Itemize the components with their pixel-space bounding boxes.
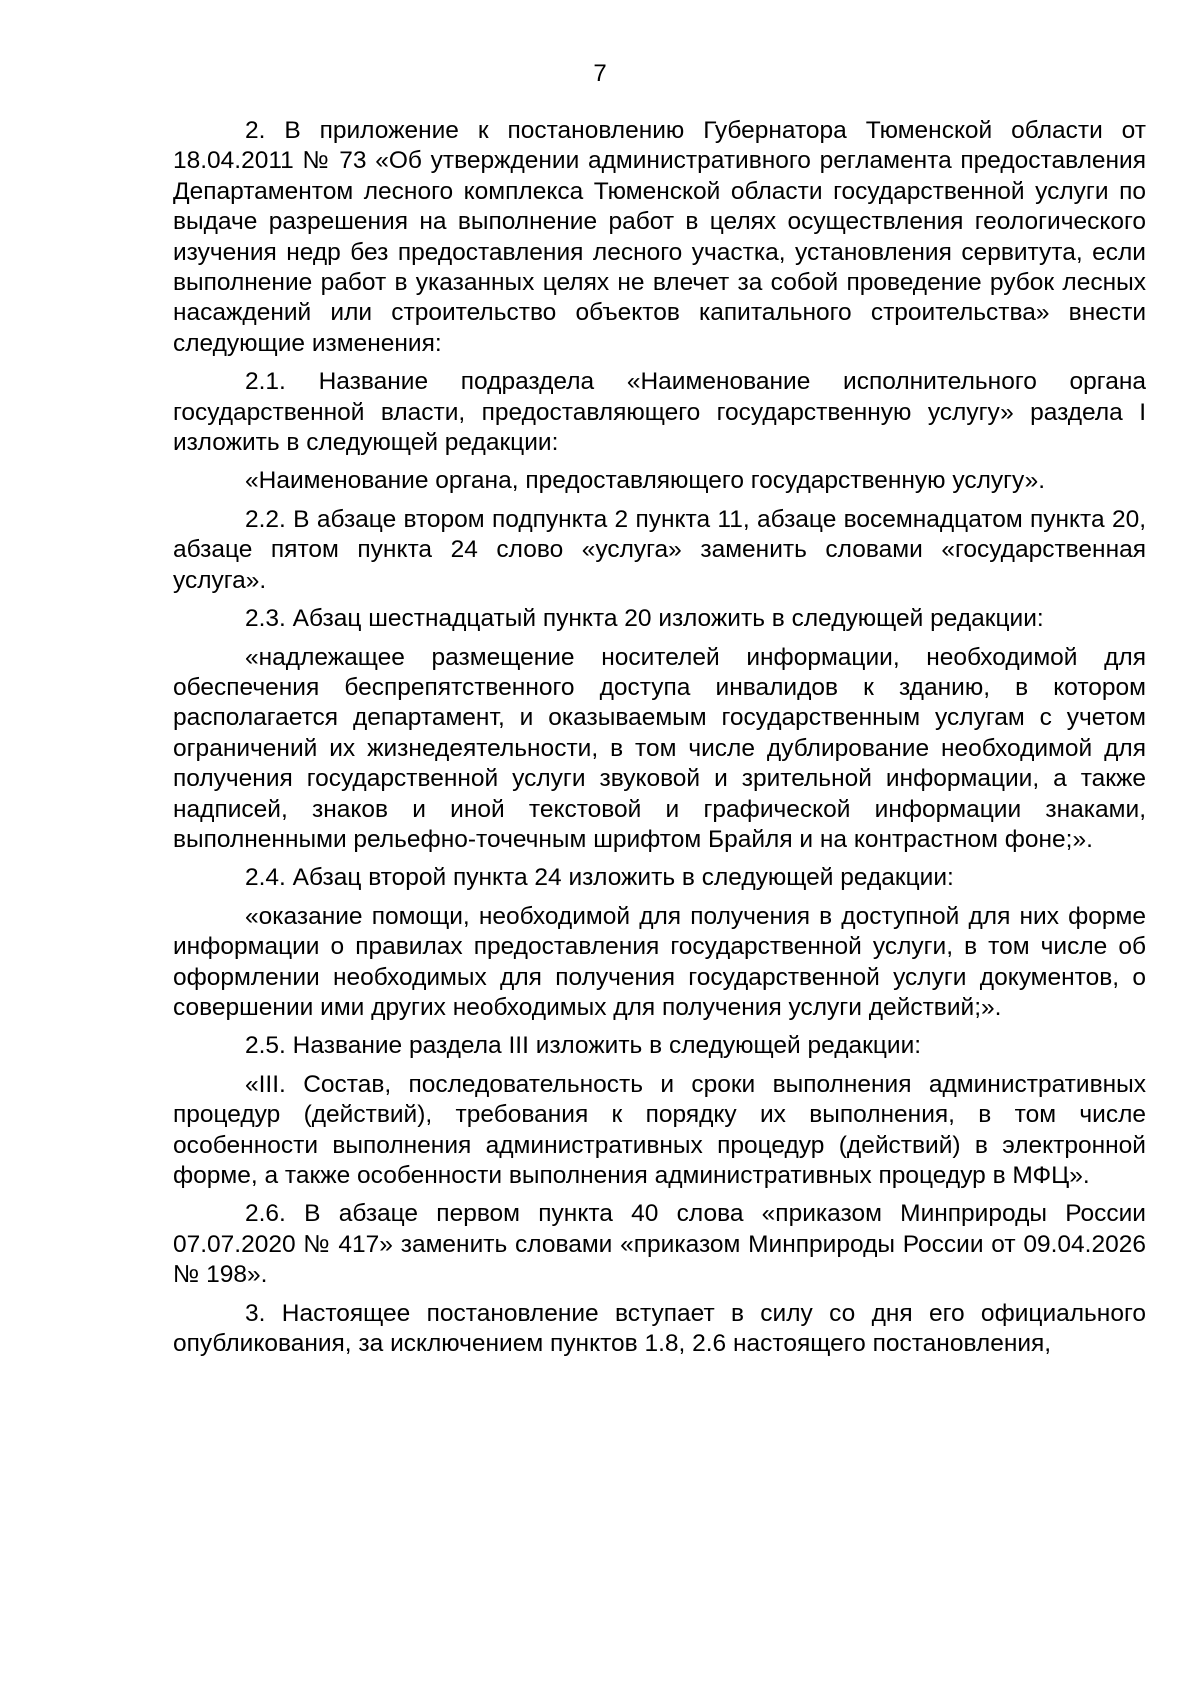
paragraph-2-4: 2.4. Абзац второй пункта 24 изложить в следующей редакции: [245, 864, 954, 892]
paragraph-3: 3. Настоящее постановление вступает в силу со дня его официального опубликования, за исключением пунктов 1.8, 2.6 настоящего постановления, [173, 1299, 1146, 1358]
paragraph-2-3: 2.3. Абзац шестнадцатый пункта 20 изложить в следующей редакции: [245, 605, 1044, 633]
paragraph-2-6: 2.6. В абзаце первом пункта 40 слова «приказом Минприроды России 07.07.2020 № 417» заменить словами «приказом Минприроды России от 09.04.2026 № 198». [173, 1200, 1146, 1289]
paragraph-2-5-quote: «III. Состав, последовательность и сроки выполнения административных процедур (действий), требования к порядку их выполнения, в том числе особенности выполнения административных процедур (действий) в электронной форме, а также особенности выполнения административных процедур в МФЦ». [173, 1070, 1146, 1189]
paragraph-2-2: 2.2. В абзаце втором подпункта 2 пункта 11, абзаце восемнадцатом пункта 20, абзаце пятом пункта 24 слово «услуга» заменить словами «государственная услуга». [173, 505, 1146, 594]
paragraph-2-1: 2.1. Название подраздела «Наименование исполнительного органа государственной власти, предоставляющего государственную услугу» раздела I изложить в следующей редакции: [173, 368, 1146, 457]
paragraph-2-5: 2.5. Название раздела III изложить в следующей редакции: [245, 1032, 922, 1060]
document-body [173, 116, 1146, 1367]
paragraph-2-4-quote: «оказание помощи, необходимой для получения в доступной для них форме информации о правилах предоставления государственной услуги, в том числе об оформлении необходимых для получения государственной услуги документов, о совершении ими других необходимых для получения услуги действий;». [173, 902, 1146, 1021]
paragraph-2-1-quote: «Наименование органа, предоставляющего государственную услугу». [245, 467, 1046, 495]
paragraph-2: 2. В приложение к постановлению Губернатора Тюменской области от 18.04.2011 № 73 «Об утверждении административного регламента предоставления Департаментом лесного комплекса Тюменской области государственной услуги по выдаче разрешения на выполнение работ в целях осуществления геологического изучения недр без предоставления лесного участка, установления сервитута, если выполнение работ в указанных целях не влечет за собой проведение рубок лесных насаждений или строительство объектов капитального строительства» внести следующие изменения: [173, 117, 1146, 357]
page-number: 7 [593, 60, 607, 87]
paragraph-2-3-quote: «надлежащее размещение носителей информации, необходимой для обеспечения беспрепятственного доступа инвалидов к зданию, в котором располагается департамент, и оказываемым государственным услугам с учетом ограничений их жизнедеятельности, в том числе дублирование необходимой для получения государственной услуги звуковой и зрительной информации, а также надписей, знаков и иной текстовой и графической информации знаками, выполненными рельефно-точечным шрифтом Брайля и на контрастном фоне;». [173, 643, 1146, 853]
